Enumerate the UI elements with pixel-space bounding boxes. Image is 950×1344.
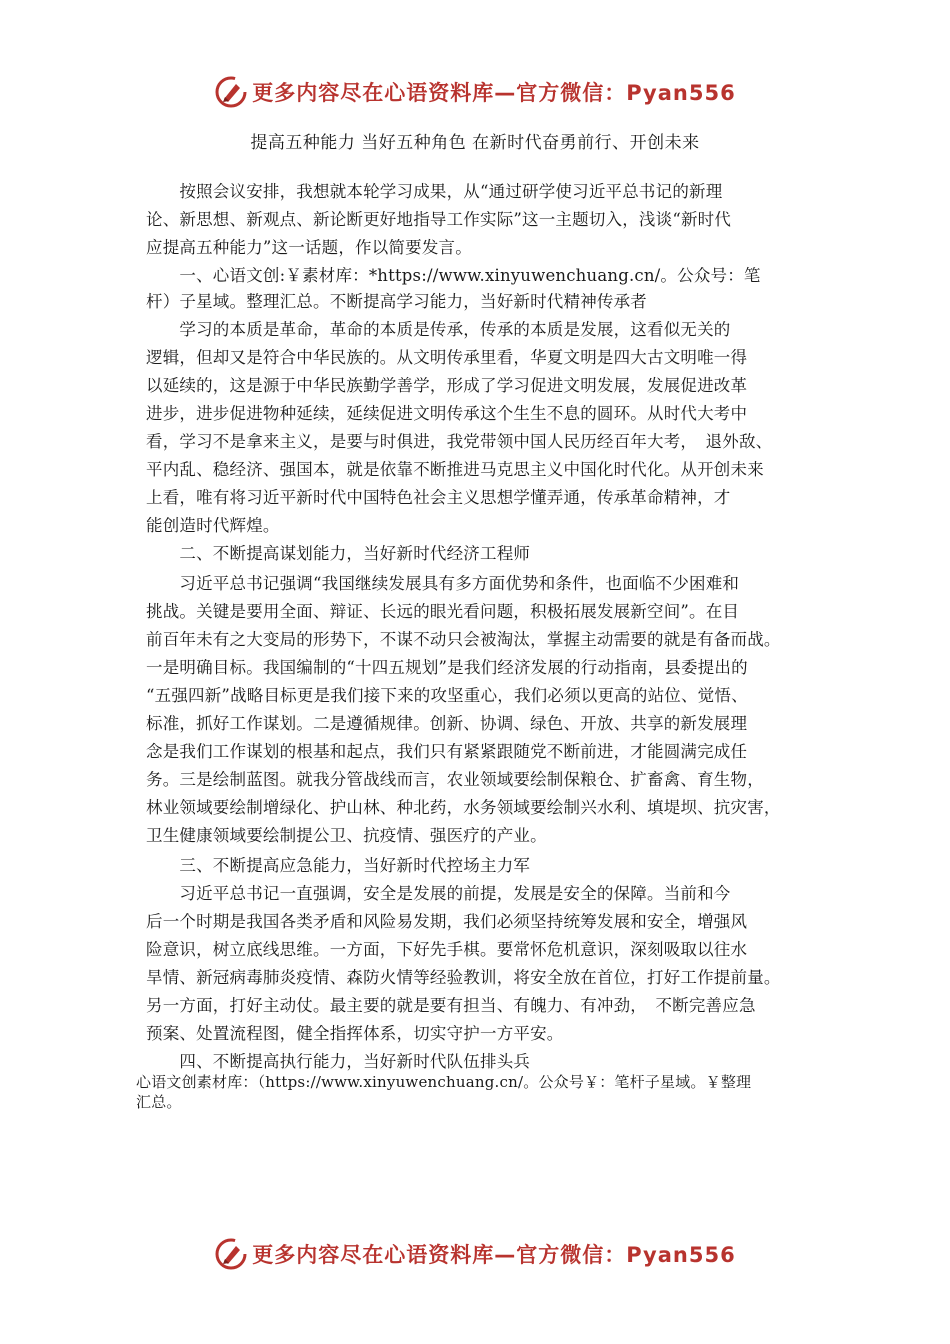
body-line: 按照会议安排，我想就本轮学习成果，从“通过研学使习近平总书记的新理 bbox=[146, 182, 723, 201]
body-line: 挑战。关键是要用全面、辩证、长远的眼光看问题，积极拓展发展新空间”。在目 bbox=[146, 602, 740, 621]
body-line: 逻辑，但却又是符合中华民族的。从文明传承里看，华夏文明是四大古文明唯一得 bbox=[146, 348, 748, 367]
body-line: 习近平总书记强调“我国继续发展具有多方面优势和条件，也面临不少困难和 bbox=[146, 574, 740, 593]
banner-text: 更多内容尽在心语资料库—官方微信：Pyan556 bbox=[252, 1243, 736, 1267]
body-line: 一、心语文创:￥素材库：*https://www.xinyuwenchuang.cn/。公众号：笔 bbox=[146, 266, 761, 285]
body-line: 一是明确目标。我国编制的“十四五规划”是我们经济发展的行动指南，县委提出的 bbox=[146, 658, 748, 677]
body-line: 预案、处置流程图，健全指挥体系，切实守护一方平安。 bbox=[146, 1024, 564, 1043]
body-line: “五强四新”战略目标更是我们接下来的攻坚重心，我们必须以更高的站位、觉悟、 bbox=[146, 686, 748, 705]
footer-note-line: 汇总。 bbox=[136, 1093, 182, 1111]
body-line: 后一个时期是我国各类矛盾和风险易发期，我们必须坚持统筹发展和安全，增强风 bbox=[146, 912, 748, 931]
body-line: 前百年未有之大变局的形势下，不谋不动只会被淘汰，掌握主动需要的就是有备而战。 bbox=[146, 630, 781, 649]
body-line: 务。三是绘制蓝图。就我分管战线而言，农业领域要绘制保粮仓、扩畜禽、育生物， bbox=[146, 770, 764, 789]
body-line: 以延续的，这是源于中华民族勤学善学，形成了学习促进文明发展，发展促进改革 bbox=[146, 376, 748, 395]
body-line: 看，学习不是拿来主义，是要与时俱进，我党带领中国人民历经百年大考， 退外敌、 bbox=[146, 432, 773, 451]
section-heading: 四、不断提高执行能力，当好新时代队伍排头兵 bbox=[146, 1052, 531, 1071]
body-line: 险意识，树立底线思维。一方面，下好先手棋。要常怀危机意识，深刻吸取以往水 bbox=[146, 940, 748, 959]
body-line: 另一方面，打好主动仗。最主要的就是要有担当、有魄力、有冲劲， 不断完善应急 bbox=[146, 996, 756, 1015]
pen-nib-logo-icon bbox=[214, 75, 248, 109]
document-title: 提高五种能力 当好五种角色 在新时代奋勇前行、开创未来 bbox=[250, 133, 700, 153]
body-line: 应提高五种能力”这一话题，作以简要发言。 bbox=[146, 238, 472, 257]
body-line: 平内乱、稳经济、强国本，就是依靠不断推进马克思主义中国化时代化。从开创未来 bbox=[146, 460, 764, 479]
section-heading: 二、不断提高谋划能力，当好新时代经济工程师 bbox=[146, 544, 531, 563]
banner-text: 更多内容尽在心语资料库—官方微信：Pyan556 bbox=[252, 81, 736, 105]
pen-nib-logo-icon bbox=[214, 1237, 248, 1271]
body-line: 学习的本质是革命，革命的本质是传承，传承的本质是发展，这看似无关的 bbox=[146, 320, 731, 339]
body-line: 习近平总书记一直强调，安全是发展的前提，发展是安全的保障。当前和今 bbox=[146, 884, 731, 903]
body-line: 进步，进步促进物种延续，延续促进文明传承这个生生不息的圆环。从时代大考中 bbox=[146, 404, 748, 423]
section-heading: 三、不断提高应急能力，当好新时代控场主力军 bbox=[146, 856, 531, 875]
body-line: 论、新思想、新观点、新论断更好地指导工作实际”这一主题切入，浅谈“新时代 bbox=[146, 210, 732, 229]
body-line: 念是我们工作谋划的根基和起点，我们只有紧紧跟随党不断前进，才能圆满完成任 bbox=[146, 742, 748, 761]
body-line: 标准，抓好工作谋划。二是遵循规律。创新、协调、绿色、开放、共享的新发展理 bbox=[146, 714, 748, 733]
footer-note-line: 心语文创素材库：（https://www.xinyuwenchuang.cn/。公众号￥：笔杆子星域。￥整理 bbox=[136, 1073, 752, 1091]
body-line: 上看，唯有将习近平新时代中国特色社会主义思想学懂弄通，传承革命精神，才 bbox=[146, 488, 731, 507]
header-banner bbox=[0, 72, 950, 112]
body-line: 卫生健康领域要绘制提公卫、抗疫情、强医疗的产业。 bbox=[146, 826, 547, 845]
body-line: 林业领域要绘制增绿化、护山林、种北药，水务领域要绘制兴水利、填堤坝、抗灾害， bbox=[146, 798, 781, 817]
body-line: 能创造时代辉煌。 bbox=[146, 516, 280, 535]
body-line: 杆）子星域。整理汇总。不断提高学习能力，当好新时代精神传承者 bbox=[146, 292, 647, 311]
footer-banner bbox=[0, 1234, 950, 1274]
body-line: 旱情、新冠病毒肺炎疫情、森防火情等经验教训，将安全放在首位，打好工作提前量。 bbox=[146, 968, 781, 987]
